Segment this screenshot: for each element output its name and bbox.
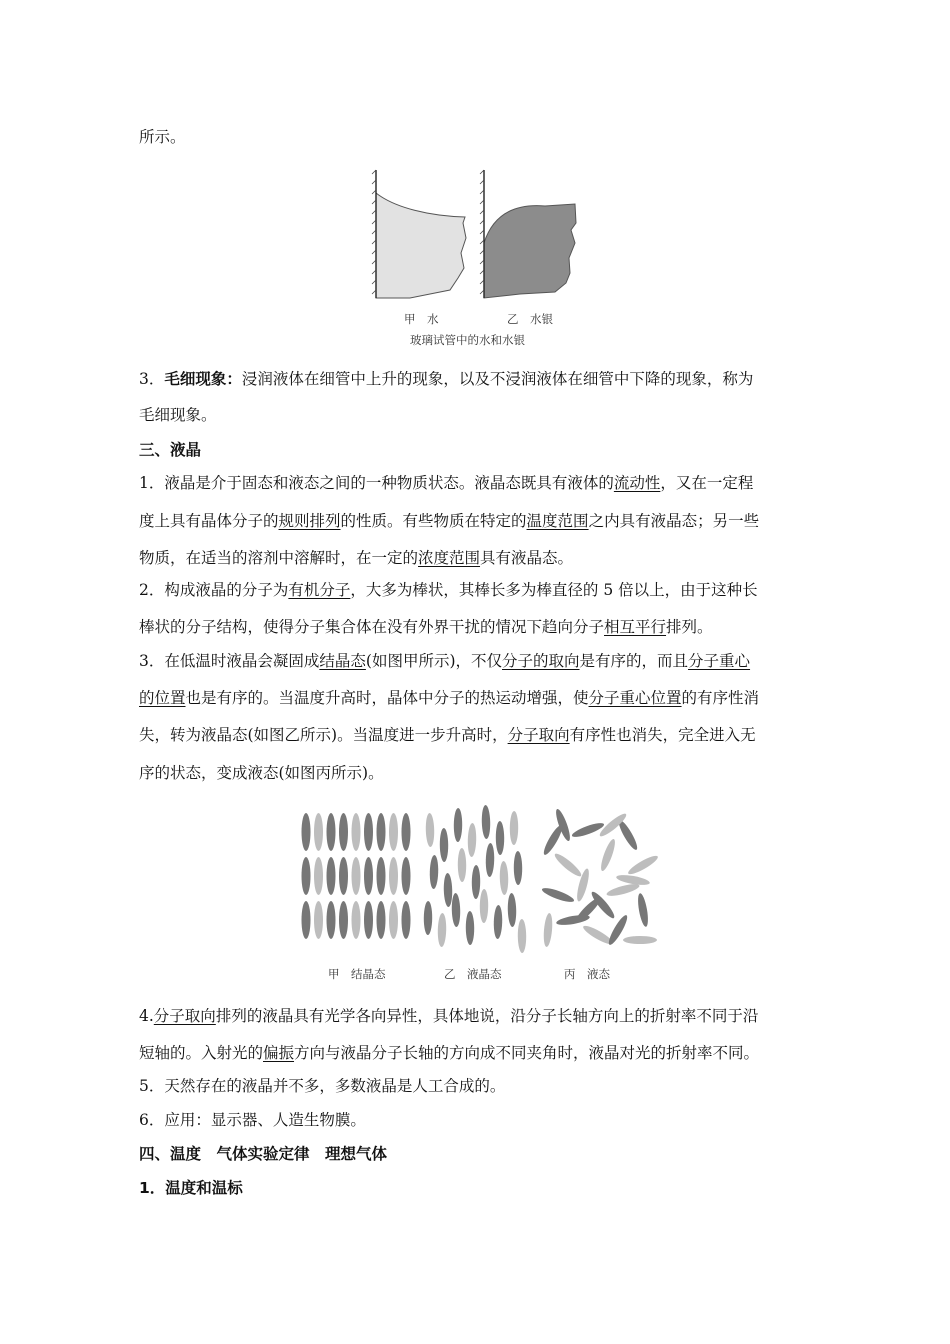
- molecule: [339, 901, 348, 939]
- paragraph-6: 6．应用：显示器、人造生物膜。: [139, 1111, 366, 1129]
- molecule: [302, 857, 311, 895]
- molecule: [302, 813, 311, 851]
- molecule: [352, 901, 361, 939]
- molecule: [510, 811, 519, 845]
- molecule: [451, 893, 460, 927]
- paragraph-4-line1: 4.分子取向排列的液晶具有光学各向异性，具体地说，沿分子长轴方向上的折射率不同于沿: [139, 1007, 759, 1025]
- molecule: [377, 901, 386, 939]
- molecule: [437, 913, 446, 947]
- molecule: [327, 901, 336, 939]
- molecule: [302, 901, 311, 939]
- paragraph-1-line3: 物质，在适当的溶剂中溶解时，在一定的浓度范围具有液晶态。: [139, 549, 574, 567]
- paragraph-5: 5．天然存在的液晶并不多，多数液晶是人工合成的。: [139, 1077, 506, 1095]
- molecule: [507, 893, 516, 927]
- water-body: [376, 193, 466, 298]
- molecule: [518, 919, 527, 953]
- paragraph-capillary-line2: 毛细现象。: [139, 406, 217, 424]
- molecule: [314, 901, 323, 939]
- molecule: [402, 901, 411, 939]
- molecule: [352, 813, 361, 851]
- molecule: [339, 857, 348, 895]
- molecule: [636, 893, 650, 928]
- molecule: [623, 936, 657, 944]
- molecule: [314, 813, 323, 851]
- liquid-crystal-panel: [424, 805, 527, 953]
- molecule: [364, 901, 373, 939]
- molecule: [472, 865, 481, 899]
- molecule: [454, 808, 463, 842]
- paragraph-3-line3: 失，转为液晶态(如图乙所示)。当温度进一步升高时，分子取向有序性也消失，完全进入无: [139, 726, 756, 744]
- molecule: [425, 813, 434, 847]
- paragraph-1-line1: 1．液晶是介于固态和液态之间的一种物质状态。液晶态既具有液体的流动性，又在一定程: [139, 474, 754, 492]
- molecule: [327, 813, 336, 851]
- term-capillary: 毛细现象：: [164, 370, 242, 388]
- molecule: [402, 857, 411, 895]
- paragraph-2-line1: 2．构成液晶的分子为有机分子，大多为棒状，其棒长多为棒直径的 5 倍以上，由于这种长: [139, 581, 758, 599]
- paragraph-3-line4: 序的状态，变成液态(如图丙所示)。: [139, 764, 384, 782]
- crystal-panel: [302, 813, 411, 939]
- molecule: [443, 873, 452, 907]
- molecule: [493, 905, 502, 939]
- molecule: [543, 913, 554, 948]
- figure-label-crystal: 甲 结晶态: [328, 967, 386, 981]
- molecule: [480, 889, 489, 923]
- paragraph-3-line2: 的位置也是有序的。当温度升高时，晶体中分子的热运动增强，使分子重心位置的有序性消: [139, 689, 760, 707]
- liquid-panel: [541, 808, 660, 948]
- molecule: [314, 857, 323, 895]
- molecule: [571, 820, 606, 839]
- phase-figure: [298, 810, 658, 960]
- molecule: [327, 857, 336, 895]
- molecule: [429, 855, 438, 889]
- mercury-body: [484, 204, 576, 298]
- molecule: [389, 901, 398, 939]
- paragraph-capillary-line1: 3．毛细现象：浸润液体在细管中上升的现象，以及不浸润液体在细管中下降的现象，称为: [139, 370, 754, 388]
- molecule: [467, 823, 476, 857]
- molecule: [485, 843, 494, 877]
- molecule: [364, 813, 373, 851]
- capillary-figure: [370, 168, 585, 303]
- molecule: [626, 853, 659, 877]
- molecule: [496, 821, 505, 855]
- molecule: [402, 813, 411, 851]
- molecule: [377, 857, 386, 895]
- paragraph-1-line2: 度上具有晶体分子的规则排列的性质。有些物质在特定的温度范围之内具有液晶态；另一些: [139, 512, 760, 530]
- section-heading-temperature: 四、温度 气体实验定律 理想气体: [139, 1145, 388, 1163]
- molecule: [541, 885, 576, 904]
- paragraph-3-line1: 3．在低温时液晶会凝固成结晶态(如图甲所示)，不仅分子的取向是有序的，而且分子重心: [139, 652, 751, 670]
- figure-caption: 玻璃试管中的水和水银: [410, 333, 525, 347]
- figure-label-water: 甲 水: [404, 312, 439, 326]
- figure-label-mercury: 乙 水银: [507, 312, 553, 326]
- molecule: [552, 851, 583, 879]
- molecule: [466, 911, 475, 945]
- molecule: [598, 838, 617, 873]
- section-heading-liquid-crystal: 三、液晶: [139, 441, 202, 459]
- figure-label-liquid-crystal: 乙 液晶态: [444, 967, 502, 981]
- molecule: [389, 813, 398, 851]
- molecule: [458, 848, 467, 882]
- figure-label-liquid: 丙 液态: [564, 967, 610, 981]
- molecule: [352, 857, 361, 895]
- paragraph-2-line2: 棒状的分子结构，使得分子集合体在没有外界干扰的情况下趋向分子相互平行排列。: [139, 618, 713, 636]
- molecule: [364, 857, 373, 895]
- molecule: [389, 857, 398, 895]
- paragraph-4-line2: 短轴的。入射光的偏振方向与液晶分子长轴的方向成不同夹角时，液晶对光的折射率不同。: [139, 1044, 760, 1062]
- molecule: [440, 828, 449, 862]
- subheading-temperature-scale: 1．温度和温标: [139, 1179, 243, 1197]
- molecule: [481, 805, 490, 839]
- text-line: 所示。: [139, 128, 186, 146]
- molecule: [377, 813, 386, 851]
- molecule: [339, 813, 348, 851]
- molecule: [424, 901, 433, 935]
- molecule: [514, 851, 523, 885]
- molecule: [499, 861, 508, 895]
